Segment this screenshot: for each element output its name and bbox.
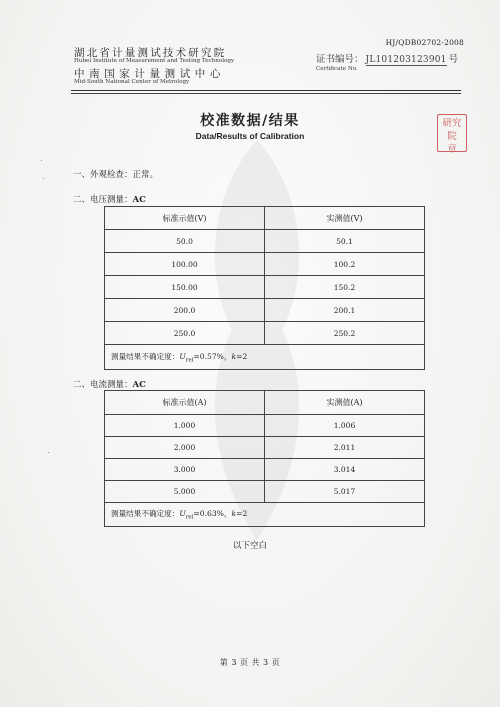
uncertainty-row	[105, 345, 425, 370]
header-divider-thin	[71, 93, 461, 94]
table-header-row	[105, 207, 425, 230]
scan-speck	[48, 452, 49, 453]
measured-value-cell: 2.011	[265, 437, 425, 459]
table-row	[105, 481, 425, 503]
scan-speck	[43, 178, 44, 179]
uncertainty-symbol: U	[179, 351, 186, 361]
table-row	[105, 299, 425, 322]
header-divider	[71, 90, 461, 91]
column-header-measured: 实测值(V)	[265, 207, 425, 230]
table-row	[105, 230, 425, 253]
standard-value-cell: 200.0	[105, 299, 265, 322]
voltage-table	[104, 206, 425, 370]
standard-value-cell: 2.000	[105, 437, 265, 459]
uncertainty-value: =0.57%，	[193, 351, 232, 361]
table-header-row	[105, 391, 425, 415]
table-row	[105, 276, 425, 299]
table-row	[105, 253, 425, 276]
document-code: HJ/QDB02702-2008	[385, 38, 464, 47]
current-section-heading	[73, 378, 146, 390]
certificate-number-suffix: 号	[448, 54, 459, 65]
measured-value-cell: 1.006	[265, 415, 425, 437]
uncertainty-subscript: rel	[185, 514, 194, 521]
appearance-check	[73, 168, 158, 180]
uncertainty-row	[105, 503, 425, 527]
coverage-factor-symbol: k	[231, 509, 237, 519]
measured-value-cell: 3.014	[265, 459, 425, 481]
column-header-standard: 标准示值(V)	[105, 207, 265, 230]
uncertainty-cell	[105, 503, 425, 527]
center-name-cn: 中南国家计量测试中心	[74, 68, 225, 80]
measured-value-cell: 250.2	[265, 322, 425, 345]
uncertainty-label: 测量结果不确定度：	[111, 351, 180, 361]
table-row	[105, 459, 425, 481]
column-header-standard: 标准示值(A)	[105, 391, 265, 415]
standard-value-cell: 50.0	[105, 230, 265, 253]
certificate-number-label-en: Certificate No.	[316, 66, 358, 72]
column-header-measured: 实测值(A)	[265, 391, 425, 415]
measured-value-cell: 5.017	[265, 481, 425, 503]
coverage-factor-value: =2	[236, 351, 248, 361]
institute-name-cn: 湖北省计量测试技术研究院	[74, 47, 227, 59]
table-row	[105, 322, 425, 345]
uncertainty-symbol: U	[179, 509, 186, 519]
stamp-text-line: 研究院	[442, 118, 462, 142]
center-name-en: Mid-South National Center of Metrology	[74, 79, 190, 85]
uncertainty-label: 测量结果不确定度：	[111, 509, 180, 519]
standard-value-cell: 1.000	[105, 415, 265, 437]
current-section-label: 二、电流测量：	[73, 380, 133, 390]
current-table	[104, 390, 425, 527]
page-title: 校准数据/结果	[200, 113, 300, 129]
page-number: 第 3 页 共 3 页	[219, 658, 281, 667]
measured-value-cell: 150.2	[265, 276, 425, 299]
uncertainty-cell	[105, 345, 425, 370]
official-seal-stamp	[437, 114, 467, 155]
uncertainty-value: =0.63%，	[193, 509, 232, 519]
standard-value-cell: 150.00	[105, 276, 265, 299]
blank-below-note: 以下空白	[232, 541, 267, 551]
certificate-number-value: JL101203123901	[365, 55, 447, 65]
table-row	[105, 415, 425, 437]
institute-name-en: Hubei Institute of Measurement and Testing Technology	[74, 58, 235, 64]
measured-value-cell: 50.1	[265, 230, 425, 253]
uncertainty-subscript: rel	[185, 357, 194, 364]
certificate-number-label: 证书编号：	[316, 54, 364, 65]
standard-value-cell: 100.00	[105, 253, 265, 276]
coverage-factor-symbol: k	[231, 351, 237, 361]
measured-value-cell: 100.2	[265, 253, 425, 276]
coverage-factor-value: =2	[236, 509, 248, 519]
standard-value-cell: 250.0	[105, 322, 265, 345]
voltage-mode: AC	[132, 195, 146, 205]
table-row	[105, 437, 425, 459]
voltage-section-heading	[73, 193, 146, 205]
appearance-check-label: 一、外观检查：	[73, 170, 133, 180]
current-mode: AC	[132, 380, 146, 390]
page-subtitle: Data/Results of Calibration	[195, 131, 305, 141]
measured-value-cell: 200.1	[265, 299, 425, 322]
scan-speck	[41, 160, 42, 161]
standard-value-cell: 5.000	[105, 481, 265, 503]
standard-value-cell: 3.000	[105, 459, 265, 481]
stamp-text-line: 章	[447, 144, 457, 155]
voltage-section-label: 二、电压测量：	[73, 195, 133, 205]
appearance-check-value: 正常。	[132, 170, 159, 180]
certificate-number-row	[316, 51, 458, 66]
